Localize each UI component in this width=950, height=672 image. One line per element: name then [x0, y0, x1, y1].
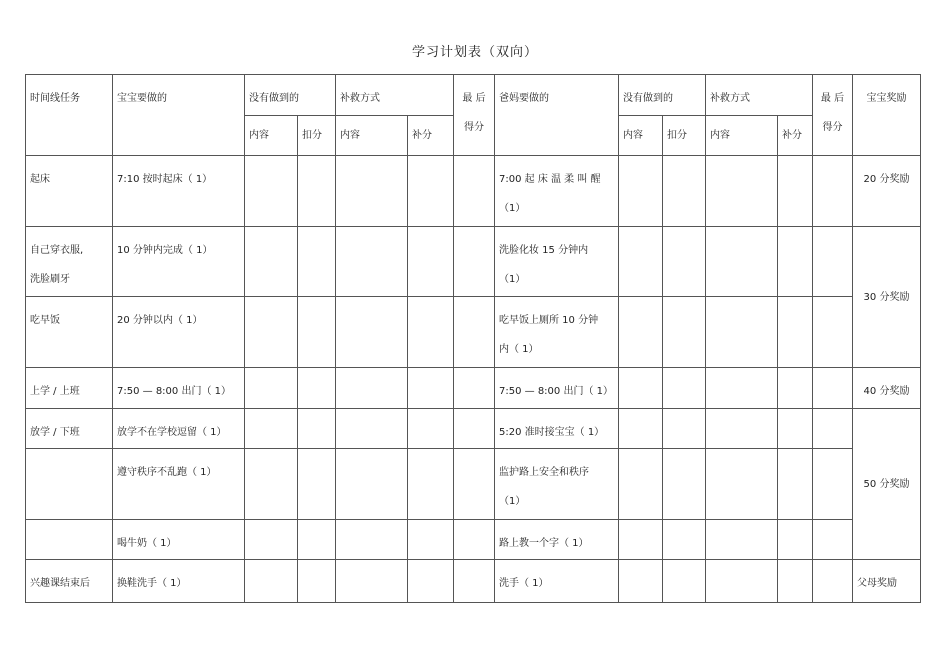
- table-row: [26, 520, 921, 560]
- empty-cell: [454, 227, 495, 297]
- task-cell: 放学 / 下班: [26, 409, 113, 449]
- table-row: [26, 227, 921, 297]
- empty-cell: [619, 297, 663, 368]
- task-cell: 吃早饭: [26, 297, 113, 368]
- empty-cell: [336, 449, 408, 520]
- empty-cell: [245, 227, 298, 297]
- subheader-content: 内容: [245, 116, 298, 156]
- parent-task-cell: 吃早饭上厕所 10 分钟 内（ 1）: [495, 297, 619, 368]
- empty-cell: [408, 368, 454, 409]
- empty-cell: [454, 297, 495, 368]
- empty-cell: [663, 227, 706, 297]
- empty-cell: [454, 520, 495, 560]
- empty-cell: [454, 409, 495, 449]
- baby-task-cell: 7:10 按时起床（ 1）: [113, 156, 245, 227]
- header-final-score-1: 最 后 得分: [454, 75, 495, 156]
- empty-cell: [706, 449, 778, 520]
- empty-cell: [813, 156, 853, 227]
- reward-cell: 50 分奖励: [853, 409, 921, 560]
- header-not-done-1: 没有做到的: [245, 75, 336, 116]
- empty-cell: [408, 227, 454, 297]
- empty-cell: [778, 560, 813, 603]
- subheader-content: 内容: [706, 116, 778, 156]
- table-row: [26, 409, 921, 449]
- empty-cell: [336, 520, 408, 560]
- empty-cell: [619, 409, 663, 449]
- subheader-add: 补分: [778, 116, 813, 156]
- header-remedy-1: 补救方式: [336, 75, 454, 116]
- empty-cell: [408, 409, 454, 449]
- empty-cell: [298, 449, 336, 520]
- empty-cell: [454, 156, 495, 227]
- empty-cell: [245, 297, 298, 368]
- empty-cell: [619, 156, 663, 227]
- empty-cell: [813, 368, 853, 409]
- table-row: [26, 560, 921, 603]
- subheader-deduct: 扣分: [663, 116, 706, 156]
- empty-cell: [619, 227, 663, 297]
- empty-cell: [619, 560, 663, 603]
- subheader-add: 补分: [408, 116, 454, 156]
- empty-cell: [706, 156, 778, 227]
- baby-task-cell: 10 分钟内完成（ 1）: [113, 227, 245, 297]
- baby-task-cell: 放学不在学校逗留（ 1）: [113, 409, 245, 449]
- empty-cell: [245, 156, 298, 227]
- empty-cell: [408, 297, 454, 368]
- task-cell: [26, 449, 113, 520]
- empty-cell: [298, 560, 336, 603]
- empty-cell: [663, 368, 706, 409]
- task-cell: 上学 / 上班: [26, 368, 113, 409]
- empty-cell: [813, 409, 853, 449]
- empty-cell: [813, 560, 853, 603]
- baby-task-cell: 7:50 — 8:00 出门（ 1）: [113, 368, 245, 409]
- empty-cell: [813, 297, 853, 368]
- baby-task-cell: 喝牛奶（ 1）: [113, 520, 245, 560]
- empty-cell: [706, 409, 778, 449]
- subheader-deduct: 扣分: [298, 116, 336, 156]
- study-plan-table: [25, 74, 921, 603]
- header-remedy-2: 补救方式: [706, 75, 813, 116]
- empty-cell: [663, 560, 706, 603]
- empty-cell: [298, 156, 336, 227]
- empty-cell: [663, 520, 706, 560]
- empty-cell: [454, 449, 495, 520]
- reward-cell: 20 分奖励: [853, 156, 921, 227]
- header-reward: 宝宝奖励: [853, 75, 921, 156]
- empty-cell: [336, 409, 408, 449]
- empty-cell: [298, 409, 336, 449]
- empty-cell: [706, 297, 778, 368]
- header-baby-do: 宝宝要做的: [113, 75, 245, 156]
- empty-cell: [706, 227, 778, 297]
- empty-cell: [706, 520, 778, 560]
- parent-task-cell: 洗手（ 1）: [495, 560, 619, 603]
- empty-cell: [336, 560, 408, 603]
- empty-cell: [298, 368, 336, 409]
- empty-cell: [813, 520, 853, 560]
- table-row: [26, 449, 921, 520]
- empty-cell: [813, 227, 853, 297]
- header-task: 时间线任务: [26, 75, 113, 156]
- empty-cell: [454, 368, 495, 409]
- empty-cell: [663, 297, 706, 368]
- reward-cell: 30 分奖励: [853, 227, 921, 368]
- empty-cell: [298, 520, 336, 560]
- subheader-content: 内容: [336, 116, 408, 156]
- empty-cell: [408, 520, 454, 560]
- parent-task-cell: 监护路上安全和秩序 （1）: [495, 449, 619, 520]
- table-row: [26, 368, 921, 409]
- empty-cell: [778, 520, 813, 560]
- empty-cell: [778, 368, 813, 409]
- empty-cell: [408, 156, 454, 227]
- header-row: [26, 75, 921, 116]
- task-cell: 兴趣课结束后: [26, 560, 113, 603]
- task-cell: 起床: [26, 156, 113, 227]
- empty-cell: [245, 409, 298, 449]
- empty-cell: [298, 227, 336, 297]
- empty-cell: [336, 156, 408, 227]
- empty-cell: [408, 449, 454, 520]
- subheader-content: 内容: [619, 116, 663, 156]
- empty-cell: [298, 297, 336, 368]
- empty-cell: [663, 156, 706, 227]
- table-row: [26, 297, 921, 368]
- empty-cell: [813, 449, 853, 520]
- page-title: 学习计划表（双向）: [411, 45, 538, 60]
- header-parent-do: 爸妈要做的: [495, 75, 619, 156]
- empty-cell: [706, 560, 778, 603]
- baby-task-cell: 遵守秩序不乱跑（ 1）: [113, 449, 245, 520]
- task-cell: [26, 520, 113, 560]
- empty-cell: [336, 368, 408, 409]
- header-final-score-2: 最 后 得分: [813, 75, 853, 156]
- reward-cell: 父母奖励: [853, 560, 921, 603]
- empty-cell: [245, 520, 298, 560]
- empty-cell: [245, 368, 298, 409]
- empty-cell: [619, 520, 663, 560]
- empty-cell: [663, 409, 706, 449]
- header-not-done-2: 没有做到的: [619, 75, 706, 116]
- empty-cell: [706, 368, 778, 409]
- empty-cell: [336, 297, 408, 368]
- parent-task-cell: 7:00 起 床 温 柔 叫 醒 （1）: [495, 156, 619, 227]
- baby-task-cell: 20 分钟以内（ 1）: [113, 297, 245, 368]
- empty-cell: [245, 449, 298, 520]
- parent-task-cell: 5:20 准时接宝宝（ 1）: [495, 409, 619, 449]
- parent-task-cell: 洗脸化妆 15 分钟内 （1）: [495, 227, 619, 297]
- empty-cell: [619, 368, 663, 409]
- table-row: [26, 156, 921, 227]
- reward-cell: 40 分奖励: [853, 368, 921, 409]
- empty-cell: [778, 297, 813, 368]
- empty-cell: [778, 449, 813, 520]
- empty-cell: [778, 156, 813, 227]
- parent-task-cell: 7:50 — 8:00 出门（ 1）: [495, 368, 619, 409]
- empty-cell: [336, 227, 408, 297]
- task-cell: 自己穿衣服, 洗脸刷牙: [26, 227, 113, 297]
- empty-cell: [778, 409, 813, 449]
- empty-cell: [619, 449, 663, 520]
- empty-cell: [663, 449, 706, 520]
- baby-task-cell: 换鞋洗手（ 1）: [113, 560, 245, 603]
- empty-cell: [778, 227, 813, 297]
- empty-cell: [454, 560, 495, 603]
- empty-cell: [245, 560, 298, 603]
- parent-task-cell: 路上教一个字（ 1）: [495, 520, 619, 560]
- empty-cell: [408, 560, 454, 603]
